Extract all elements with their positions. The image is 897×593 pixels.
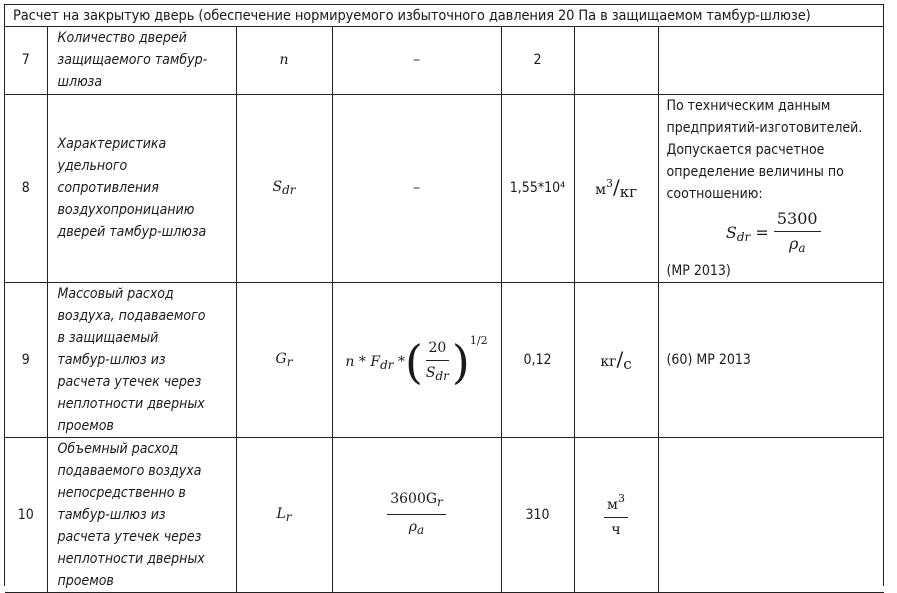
- name-line: в защищаемый: [57, 329, 159, 346]
- name-line: подаваемого воздуха: [57, 462, 202, 479]
- symbol-main: S: [272, 179, 283, 195]
- calculation-table: [5, 26, 884, 593]
- fraction-denominator-subscript: dr: [435, 368, 449, 383]
- unit-denominator: с: [623, 354, 632, 373]
- formula: [332, 437, 501, 592]
- formula-dash: –: [413, 51, 420, 68]
- formula-fraction: [387, 489, 446, 540]
- name-line: проемов: [57, 417, 114, 434]
- note-reference: (МР 2013): [666, 262, 731, 279]
- unit-fraction: [604, 489, 628, 540]
- formula-multiply: *: [397, 353, 405, 370]
- name-line: неплотности дверных: [57, 550, 205, 567]
- left-paren: (: [404, 334, 423, 389]
- unit-numerator: м: [607, 497, 618, 513]
- symbol-subscript: dr: [282, 183, 296, 197]
- name-line: расчета утечек через: [57, 528, 202, 545]
- parameter-name: [47, 26, 236, 94]
- note-line: соотношению:: [666, 185, 763, 202]
- fraction-denominator: ρ: [788, 233, 799, 253]
- name-line: тамбур-шлюз из: [57, 351, 166, 368]
- right-paren: ): [451, 334, 470, 389]
- unit: [574, 282, 658, 437]
- unit-slash: /: [616, 346, 624, 371]
- name-line: Объемный расход: [57, 440, 179, 457]
- note-line: предприятий-изготовителей.: [666, 119, 863, 136]
- note-formula: [667, 209, 881, 258]
- unit: [574, 26, 658, 94]
- value: 2: [501, 26, 574, 94]
- name-line: Характеристика: [57, 136, 167, 152]
- name-line: тамбур-шлюз из: [57, 506, 166, 523]
- fraction-denominator-subscript: a: [798, 240, 806, 255]
- symbol-subscript: r: [285, 509, 292, 524]
- note: [658, 437, 884, 592]
- row-number: 8: [5, 94, 47, 282]
- symbol-subscript: r: [286, 354, 293, 369]
- formula: [332, 282, 501, 437]
- value: 0,12: [501, 282, 574, 437]
- unit-superscript: 3: [605, 177, 613, 190]
- fraction-numerator-subscript: r: [437, 495, 443, 509]
- table-row-8: [5, 94, 884, 282]
- formula: [332, 94, 501, 282]
- note: [658, 94, 884, 282]
- parameter-name: [47, 437, 236, 592]
- table-row-10: [5, 437, 884, 592]
- parameter-name: [47, 282, 236, 437]
- unit-superscript: 3: [617, 492, 625, 505]
- note: (60) МР 2013: [658, 282, 884, 437]
- symbol-main: L: [276, 505, 286, 522]
- table-row-9: [5, 282, 884, 437]
- formula-exponent: 1/2: [469, 333, 488, 347]
- name-line: удельного: [57, 158, 128, 174]
- name-line: защищаемого тамбур-: [57, 51, 208, 68]
- fraction-numerator: 3600G: [390, 491, 438, 507]
- name-line: шлюза: [57, 73, 103, 90]
- formula-fraction: [423, 338, 452, 386]
- name-line: Массовый расход: [57, 285, 174, 302]
- name-line: сопротивления: [57, 180, 159, 196]
- name-line: дверей тамбур-шлюза: [57, 224, 207, 240]
- name-line: неплотности дверных: [57, 395, 205, 412]
- row-number: 10: [5, 437, 47, 592]
- unit: [574, 437, 658, 592]
- symbol: [236, 282, 332, 437]
- unit-numerator: кг: [600, 353, 617, 370]
- value: 310: [501, 437, 574, 592]
- fraction-denominator: S: [425, 364, 436, 381]
- formula-fraction: [774, 209, 821, 258]
- name-line: проемов: [57, 572, 114, 589]
- symbol-main: G: [275, 350, 287, 367]
- fraction-denominator-subscript: a: [417, 523, 425, 537]
- fraction-denominator: ρ: [408, 519, 418, 535]
- formula: [332, 26, 501, 94]
- symbol: [236, 437, 332, 592]
- symbol: [236, 94, 332, 282]
- name-line: воздухопроницанию: [57, 202, 195, 218]
- note-line: Допускается расчетное: [666, 141, 825, 158]
- symbol-main: n: [279, 51, 289, 68]
- table-row-7: [5, 26, 884, 94]
- name-line: расчета утечек через: [57, 373, 202, 390]
- formula-F: F: [370, 353, 381, 370]
- formula-F-subscript: dr: [380, 357, 394, 372]
- name-line: Количество дверей: [57, 29, 187, 46]
- row-number: 7: [5, 26, 47, 94]
- note: [658, 26, 884, 94]
- unit-denominator: кг: [619, 183, 637, 201]
- unit-slash: /: [612, 175, 620, 199]
- unit: [574, 94, 658, 282]
- formula-n: n: [345, 353, 355, 370]
- formula-lhs: S: [725, 222, 737, 242]
- unit-denominator: ч: [611, 522, 621, 538]
- note-line: По техническим данным: [666, 97, 831, 114]
- symbol: [236, 26, 332, 94]
- formula-equals: =: [755, 222, 769, 242]
- unit-numerator: м: [595, 182, 606, 198]
- section-title: Расчет на закрытую дверь (обеспечение нормируемого избыточного давления 20 Па в защищаемом тамбур-шлюзе): [5, 5, 883, 27]
- document-sheet: [4, 4, 884, 589]
- formula-multiply: *: [358, 353, 366, 370]
- name-line: непосредственно в: [57, 484, 186, 501]
- fraction-numerator: 20: [426, 338, 450, 361]
- formula-lhs-subscript: dr: [736, 229, 751, 244]
- note-line: определение величины по: [666, 163, 844, 180]
- name-line: воздуха, подаваемого: [57, 307, 206, 324]
- row-number: 9: [5, 282, 47, 437]
- fraction-numerator: 5300: [774, 209, 821, 232]
- value: 1,55*10⁴: [501, 94, 574, 282]
- formula-dash: –: [413, 180, 420, 196]
- parameter-name: [47, 94, 236, 282]
